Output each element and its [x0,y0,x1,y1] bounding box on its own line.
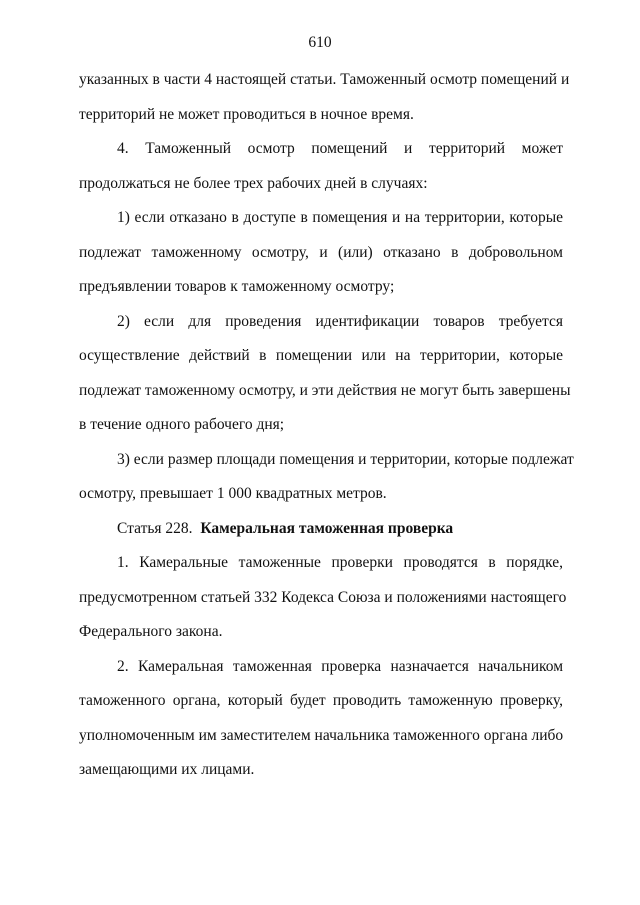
text-line: подлежат таможенному осмотру, и (или) отказано в добровольном [79,243,563,261]
text-block-article-227 [79,63,574,512]
text-line: продолжаться не более трех рабочих дней в случаях: [79,174,428,192]
text-line: осмотру, превышает 1 000 квадратных метров. [79,485,387,502]
text-line: 1. Камеральные таможенные проверки проводятся в порядке, [117,554,563,571]
text-line: Федерального закона. [79,623,223,640]
article-title: Камеральная таможенная проверка [200,519,454,537]
text-line: 4. Таможенный осмотр помещений и территорий может [117,140,563,157]
text-line: замещающими их лицами. [79,761,255,778]
document-body [79,63,574,788]
text-line: территорий не может проводиться в ночное время. [79,105,414,123]
text-block-article-228 [79,546,567,788]
text-line: осуществление действий в помещении или на территории, которые [79,347,563,364]
page-number: 610 [308,34,332,51]
article-heading [79,512,563,547]
text-line: подлежат таможенному осмотру, и эти действия не могут быть завершены [79,381,571,399]
text-line: предусмотренном статьей 332 Кодекса Союза и положениями настоящего [79,588,567,606]
text-line: 2) если для проведения идентификации товаров требуется [117,312,563,330]
text-line: 1) если отказано в доступе в помещения и на территории, которые [117,209,563,226]
text-line: 3) если размер площади помещения и территории, которые подлежат [117,450,574,468]
article-label: Статья 228. [117,519,193,537]
text-line: предъявлении товаров к таможенному осмотру; [79,278,395,295]
text-line: в течение одного рабочего дня; [79,416,285,433]
text-line: таможенного органа, который будет проводить таможенную проверку, [79,692,563,709]
text-line: 2. Камеральная таможенная проверка назначается начальником [117,657,563,675]
text-line: указанных в части 4 настоящей статьи. Таможенный осмотр помещений и [79,71,570,88]
text-line: уполномоченным им заместителем начальника таможенного органа либо [79,726,564,744]
